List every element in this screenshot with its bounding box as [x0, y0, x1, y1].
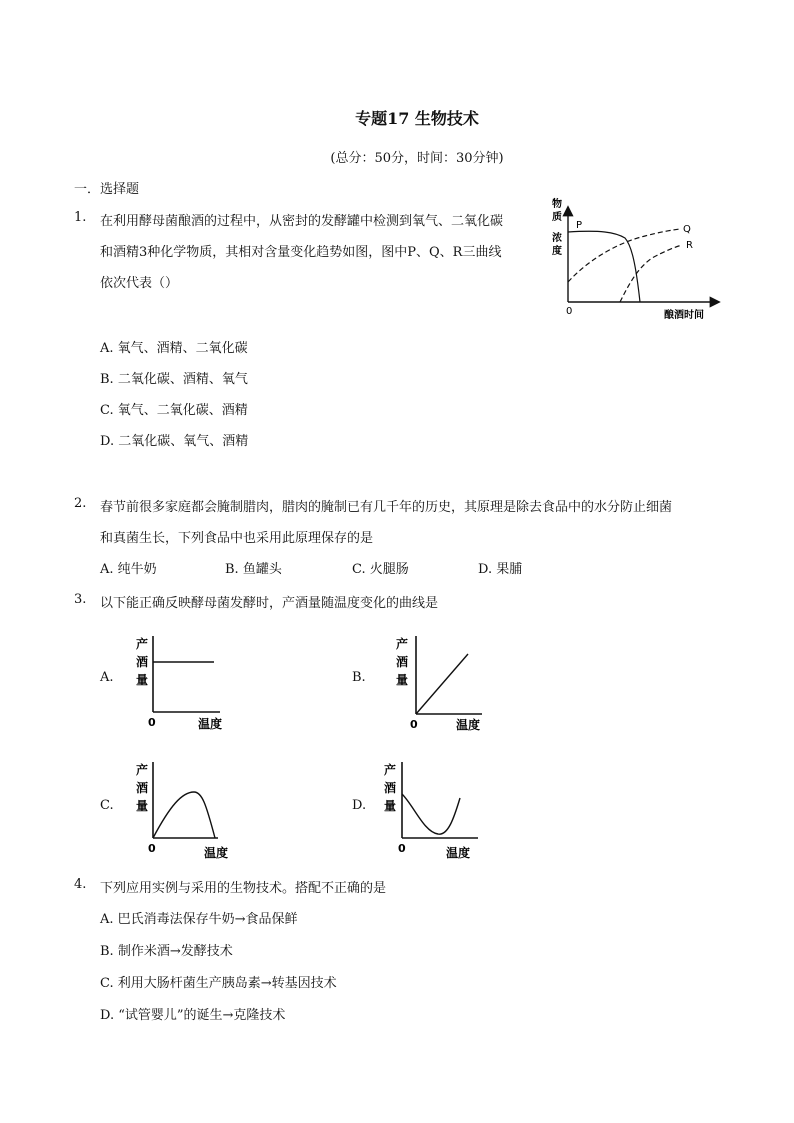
question-3-text: 以下能正确反映酵母菌发酵时，产酒量随温度变化的曲线是 — [100, 596, 439, 611]
graph-b — [380, 628, 492, 736]
svg-text:温度: 温度 — [446, 846, 471, 860]
graph-c-curve — [153, 792, 215, 838]
question-1-option-c: C. 氧气、二氧化碳、酒精 — [100, 403, 248, 418]
figure-origin: 0 — [566, 306, 573, 317]
page-subtitle: (总分：50分，时间：30分钟) — [330, 151, 504, 166]
question-2-option-c: C. 火腿肠 — [352, 562, 409, 577]
question-1-line-3: 依次代表（） — [100, 276, 179, 291]
question-2-option-b: B. 鱼罐头 — [225, 562, 282, 577]
svg-text:酒: 酒 — [396, 655, 409, 669]
svg-text:酒: 酒 — [136, 655, 149, 669]
question-4-option-c: C. 利用大肠杆菌生产胰岛素→转基因技术 — [100, 976, 337, 991]
question-2-number: 2. — [74, 496, 87, 511]
curve-p — [568, 231, 640, 302]
question-1-option-d: D. 二氧化碳、氧气、酒精 — [100, 434, 249, 449]
svg-text:温度: 温度 — [198, 717, 223, 731]
question-1-line-2: 和酒精3种化学物质，其相对含量变化趋势如图，图中P、Q、R三曲线 — [100, 245, 502, 260]
svg-text:温度: 温度 — [456, 718, 481, 732]
question-2-line-1: 春节前很多家庭都会腌制腊肉，腊肉的腌制已有几千年的历史，其原理是除去食品中的水分防止细菌 — [100, 500, 673, 515]
question-4-option-d: D. “试管婴儿”的诞生→克隆技术 — [100, 1008, 286, 1023]
section-heading: 一．选择题 — [74, 182, 140, 197]
figure-xlabel: 酿酒时间 — [664, 310, 704, 321]
svg-text:产: 产 — [384, 763, 397, 777]
question-1-line-1: 在利用酵母菌酿酒的过程中，从密封的发酵罐中检测到氧气、二氧化碳 — [100, 214, 504, 229]
question-2-option-a: A. 纯牛奶 — [100, 562, 157, 577]
curve-r-label: R — [686, 240, 693, 251]
question-1-option-b: B. 二氧化碳、酒精、氧气 — [100, 372, 248, 387]
svg-text:量: 量 — [136, 799, 149, 813]
graph-c — [120, 756, 245, 864]
svg-text:产: 产 — [396, 637, 409, 651]
graph-c-letter: C. — [100, 798, 114, 813]
figure-ylabel-4: 度 — [552, 246, 562, 257]
svg-text:产: 产 — [136, 637, 149, 651]
figure-ylabel-2: 质 — [552, 212, 562, 223]
curve-p-label: P — [576, 220, 583, 231]
svg-text:量: 量 — [136, 673, 149, 687]
svg-text:0: 0 — [148, 716, 156, 729]
question-4-text: 下列应用实例与采用的生物技术。搭配不正确的是 — [100, 881, 387, 896]
svg-text:量: 量 — [396, 673, 409, 687]
graph-b-letter: B. — [352, 670, 366, 685]
svg-text:0: 0 — [148, 842, 156, 855]
svg-text:酒: 酒 — [384, 781, 397, 795]
graph-d-curve — [402, 794, 460, 834]
graph-a — [120, 628, 230, 736]
svg-text:0: 0 — [398, 842, 406, 855]
svg-text:产: 产 — [136, 763, 149, 777]
graph-a-letter: A. — [100, 670, 114, 685]
question-4-option-b: B. 制作米酒→发酵技术 — [100, 944, 233, 959]
question-1-figure — [540, 196, 730, 326]
question-1-number: 1. — [74, 210, 87, 225]
question-4-option-a: A. 巴氏消毒法保存牛奶→食品保鲜 — [100, 912, 298, 927]
question-4-number: 4. — [74, 877, 87, 892]
curve-r — [620, 245, 682, 302]
svg-text:温度: 温度 — [204, 846, 229, 860]
question-2-line-2: 和真菌生长，下列食品中也采用此原理保存的是 — [100, 531, 374, 546]
svg-text:0: 0 — [410, 718, 418, 731]
graph-d-letter: D. — [352, 798, 367, 813]
curve-q-label: Q — [683, 224, 691, 235]
question-1-option-a: A. 氧气、酒精、二氧化碳 — [100, 341, 248, 356]
page-title: 专题17 生物技术 — [355, 109, 479, 128]
graph-b-curve — [416, 654, 468, 714]
svg-text:酒: 酒 — [136, 781, 149, 795]
question-3-number: 3. — [74, 592, 87, 607]
figure-ylabel-3: 浓 — [552, 233, 562, 244]
figure-ylabel-1: 物 — [552, 199, 562, 210]
question-2-option-d: D. 果脯 — [478, 562, 523, 577]
svg-text:量: 量 — [384, 799, 397, 813]
graph-d — [380, 756, 492, 864]
